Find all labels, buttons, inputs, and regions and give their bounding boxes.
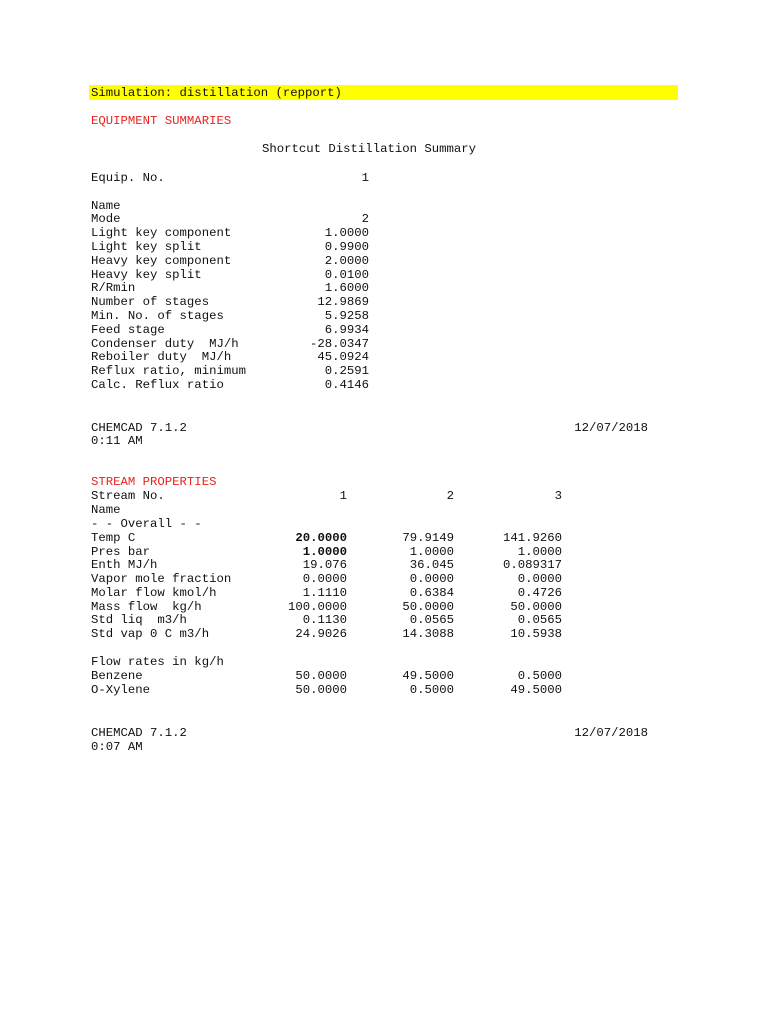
stream-row-label: Std liq m3/h bbox=[91, 613, 187, 627]
equipment-row-label: Heavy key component bbox=[91, 254, 232, 268]
stream-cell: 1.0000 bbox=[409, 545, 454, 559]
stream-cell: 19.076 bbox=[302, 558, 347, 572]
simulation-title: Simulation: distillation (repport) bbox=[91, 86, 342, 100]
equipment-row-label: Light key component bbox=[91, 226, 232, 240]
equipment-row-label: Equip. No. bbox=[91, 171, 165, 185]
flow-cell: 50.0000 bbox=[295, 683, 347, 697]
stream-cell: 1.1110 bbox=[302, 586, 347, 600]
equipment-row-value: -28.0347 bbox=[309, 337, 369, 351]
stream-footer-app: CHEMCAD 7.1.2 bbox=[91, 726, 187, 740]
equipment-section-title: EQUIPMENT SUMMARIES bbox=[91, 114, 232, 128]
stream-cell: 100.0000 bbox=[287, 600, 347, 614]
summary-title: Shortcut Distillation Summary bbox=[262, 142, 477, 156]
flow-row-label: O-Xylene bbox=[91, 683, 151, 697]
flow-cell: 49.5000 bbox=[402, 669, 454, 683]
stream-cell: 14.3088 bbox=[402, 627, 454, 641]
stream-cell: 10.5938 bbox=[510, 627, 562, 641]
stream-row-label: Pres bar bbox=[91, 545, 151, 559]
stream-number-2: 2 bbox=[446, 489, 454, 503]
stream-cell: 0.4726 bbox=[517, 586, 562, 600]
stream-number-3: 3 bbox=[554, 489, 562, 503]
equipment-row-value: 0.0100 bbox=[324, 268, 369, 282]
stream-cell: 0.0000 bbox=[302, 572, 347, 586]
stream-cell: 24.9026 bbox=[295, 627, 347, 641]
stream-cell: 20.0000 bbox=[295, 531, 347, 545]
flow-cell: 0.5000 bbox=[517, 669, 562, 683]
equipment-row-value: 45.0924 bbox=[317, 350, 369, 364]
stream-row-label: Enth MJ/h bbox=[91, 558, 158, 572]
equipment-row-value: 0.2591 bbox=[324, 364, 369, 378]
equipment-row-value: 6.9934 bbox=[324, 323, 369, 337]
stream-cell: 1.0000 bbox=[517, 545, 562, 559]
stream-cell: 1.0000 bbox=[302, 545, 347, 559]
equipment-row-label: Reflux ratio, minimum bbox=[91, 364, 246, 378]
equipment-row-value: 0.4146 bbox=[324, 378, 369, 392]
stream-cell: 0.6384 bbox=[409, 586, 454, 600]
equipment-row-label: Light key split bbox=[91, 240, 202, 254]
flow-row-label: Benzene bbox=[91, 669, 143, 683]
equipment-row-label: Mode bbox=[91, 212, 121, 226]
stream-cell: 50.0000 bbox=[402, 600, 454, 614]
stream-cell: 0.0000 bbox=[409, 572, 454, 586]
stream-row-label: Std vap 0 C m3/h bbox=[91, 627, 210, 641]
equipment-row-label: R/Rmin bbox=[91, 281, 136, 295]
equipment-row-value: 5.9258 bbox=[324, 309, 369, 323]
equipment-row-value: 1 bbox=[361, 171, 369, 185]
equipment-footer-date: 12/07/2018 bbox=[574, 421, 648, 435]
equipment-row-value: 1.0000 bbox=[324, 226, 369, 240]
flow-cell: 0.5000 bbox=[409, 683, 454, 697]
stream-number-1: 1 bbox=[339, 489, 347, 503]
flow-rates-title: Flow rates in kg/h bbox=[91, 655, 224, 669]
equipment-row-value: 0.9900 bbox=[324, 240, 369, 254]
stream-cell: 0.0000 bbox=[517, 572, 562, 586]
equipment-row-value: 1.6000 bbox=[324, 281, 369, 295]
stream-row-label: Molar flow kmol/h bbox=[91, 586, 217, 600]
stream-row-label: Vapor mole fraction bbox=[91, 572, 232, 586]
equipment-footer-app: CHEMCAD 7.1.2 bbox=[91, 421, 187, 435]
stream-name-label: Name bbox=[91, 503, 121, 517]
equipment-row-value: 2 bbox=[361, 212, 369, 226]
equipment-row-label: Feed stage bbox=[91, 323, 165, 337]
stream-header-label: Stream No. bbox=[91, 489, 165, 503]
equipment-row-label: Condenser duty MJ/h bbox=[91, 337, 239, 351]
equipment-footer-time: 0:11 AM bbox=[91, 434, 143, 448]
stream-cell: 79.9149 bbox=[402, 531, 454, 545]
equipment-row-value: 2.0000 bbox=[324, 254, 369, 268]
stream-cell: 0.089317 bbox=[502, 558, 562, 572]
stream-row-label: Temp C bbox=[91, 531, 136, 545]
stream-cell: 50.0000 bbox=[510, 600, 562, 614]
stream-cell: 0.0565 bbox=[409, 613, 454, 627]
flow-cell: 50.0000 bbox=[295, 669, 347, 683]
equipment-row-label: Number of stages bbox=[91, 295, 210, 309]
stream-overall-label: - - Overall - - bbox=[91, 517, 202, 531]
stream-section-title: STREAM PROPERTIES bbox=[91, 475, 217, 489]
equipment-row-label: Calc. Reflux ratio bbox=[91, 378, 224, 392]
stream-footer-date: 12/07/2018 bbox=[574, 726, 648, 740]
stream-cell: 141.9260 bbox=[502, 531, 562, 545]
equipment-row-label: Reboiler duty MJ/h bbox=[91, 350, 232, 364]
equipment-row-label: Name bbox=[91, 199, 121, 213]
equipment-row-label: Heavy key split bbox=[91, 268, 202, 282]
stream-row-label: Mass flow kg/h bbox=[91, 600, 202, 614]
stream-cell: 36.045 bbox=[409, 558, 454, 572]
stream-cell: 0.0565 bbox=[517, 613, 562, 627]
stream-cell: 0.1130 bbox=[302, 613, 347, 627]
equipment-row-label: Min. No. of stages bbox=[91, 309, 224, 323]
flow-cell: 49.5000 bbox=[510, 683, 562, 697]
stream-footer-time: 0:07 AM bbox=[91, 740, 143, 754]
equipment-row-value: 12.9869 bbox=[317, 295, 369, 309]
